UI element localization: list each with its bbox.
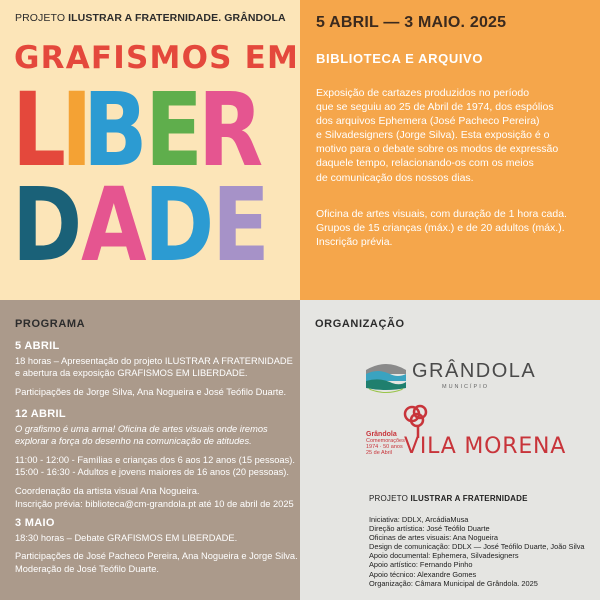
credit-line: Apoio artístico: Fernando Pinho	[369, 560, 473, 570]
program-day-1	[15, 340, 295, 398]
credits-prefix: PROJETO	[369, 494, 409, 503]
title-panel	[0, 0, 300, 300]
big-letter-d: D	[12, 166, 81, 285]
organizacao-panel	[300, 300, 600, 600]
workshop-session: 11:00 - 12:00 - Famílias e crianças dos 6 aos 12 anos (15 pessoas).	[15, 454, 295, 465]
vila-morena-logo	[366, 404, 567, 466]
workshop-paragraph	[316, 207, 586, 249]
big-letter-l: L	[12, 71, 65, 190]
grandola-emblem-icon	[364, 356, 408, 396]
description-line: Exposição de cartazes produzidos no período	[316, 87, 530, 99]
day-date: 3 MAIO	[15, 517, 55, 529]
workshop-line: Oficina de artes visuais, com duração de 1 hora cada.	[316, 208, 567, 220]
credit-line: Iniciativa: DDLX, ArcádiaMusa	[369, 515, 469, 524]
credit-line: Oficinas de artes visuais: Ana Nogueira	[369, 533, 498, 543]
credit-line: Apoio documental: Ephemera, Silvadesigners	[369, 551, 519, 561]
grandola-sub: MUNICÍPIO	[442, 384, 490, 390]
grandola-logo	[364, 356, 537, 400]
program-line: 18:30 horas – Debate GRAFISMOS EM LIBERDADE.	[15, 532, 238, 543]
program-line: Coordenação da artista visual Ana Nogueira.	[15, 485, 200, 496]
vm-caption-line: Grândola	[366, 431, 397, 438]
big-letter-e: E	[212, 166, 269, 285]
description-line: e Silvadesigners (Jorge Silva). Esta exposição é o	[316, 129, 550, 142]
headline: GRAFISMOS EM	[14, 40, 300, 76]
big-letter-r: R	[198, 71, 262, 190]
program-day-3	[15, 517, 298, 575]
grandola-word: GRÂNDOLA	[412, 360, 537, 382]
description-paragraph	[316, 86, 586, 185]
big-word-row-2	[12, 166, 269, 285]
credit-line: Apoio técnico: Alexandre Gomes	[369, 569, 477, 579]
program-line: 18 horas – Apresentação do projeto ILUSTRAR A FRATERNIDADE	[15, 355, 293, 366]
registration-info: Inscrição prévia: biblioteca@cm-grandola.pt até 10 de abril de 2025	[15, 498, 294, 509]
description-line: que se seguiu ao 25 de Abril de 1974, dos espólios	[316, 101, 554, 114]
project-prefix: PROJETO	[15, 12, 66, 24]
program-participants: Participações de José Pacheco Pereira, Ana Nogueira e Jorge Silva.	[15, 551, 298, 562]
big-letter-d: D	[143, 166, 213, 285]
program-line: e abertura da exposição GRAFISMOS EM LIBERDADE.	[15, 368, 248, 379]
description-line: dos arquivos Ephemera (José Pacheco Pereira)	[316, 115, 540, 128]
workshop-line: Inscrição prévia.	[316, 236, 393, 249]
organizacao-title: ORGANIZAÇÃO	[315, 318, 405, 330]
credit-line: Organização: Câmara Municipal de Grândola. 2025	[369, 578, 538, 588]
description-line: de comunicação dos nossos dias.	[316, 171, 474, 184]
program-participants: Moderação de José Teófilo Duarte.	[15, 563, 160, 574]
credits-project: ILUSTRAR A FRATERNIDADE	[410, 494, 528, 503]
event-venue: BIBLIOTECA E ARQUIVO	[316, 51, 484, 66]
programa-title: PROGRAMA	[15, 318, 86, 330]
vm-caption-line: 25 de Abril	[366, 450, 392, 456]
day-date: 5 ABRIL	[15, 340, 60, 352]
credit-line: Design de comunicação: DDLX — José Teófilo Duarte, João Silva	[369, 542, 585, 552]
credits-title	[369, 494, 528, 503]
day-date: 12 ABRIL	[15, 408, 66, 420]
project-label	[15, 12, 286, 24]
program-participants: Participações de Jorge Silva, Ana Nogueira e José Teófilo Duarte.	[15, 386, 287, 397]
big-letter-a: A	[80, 166, 145, 285]
info-panel	[300, 0, 600, 300]
vm-caption-line: 1974 · 50 anos	[366, 444, 403, 450]
credits-list	[369, 515, 585, 588]
workshop-session: 15:00 - 16:30 - Adultos e jovens maiores de 16 anos (20 pessoas).	[15, 467, 289, 478]
project-name: ILUSTRAR A FRATERNIDADE. GRÂNDOLA	[68, 12, 286, 24]
description-line: motivo para o debate sobre os modos de expressão	[316, 143, 559, 156]
programa-panel	[0, 300, 300, 600]
big-letter-e: E	[144, 71, 201, 190]
big-letter-b: B	[82, 71, 146, 190]
event-dates: 5 ABRIL — 3 MAIO. 2025	[316, 14, 507, 31]
workshop-tagline: explorar a força do desenho na comunicação de atitudes.	[15, 436, 252, 447]
description-line: daquele tempo, relacionando-os com os meios	[316, 157, 534, 170]
vila-morena-caption	[366, 432, 405, 456]
credit-line: Direção artística: José Teófilo Duarte	[369, 524, 490, 534]
vm-caption-line: Comemorações	[366, 438, 405, 444]
program-day-2	[15, 408, 295, 510]
workshop-tagline: O grafismo é uma arma! Oficina de artes visuais onde iremos	[15, 423, 268, 434]
workshop-line: Grupos de 15 crianças (máx.) e de 20 adultos (máx.).	[316, 222, 565, 235]
big-letter-i: I	[61, 71, 91, 190]
vila-morena-word: VILA MORENA	[404, 434, 567, 459]
